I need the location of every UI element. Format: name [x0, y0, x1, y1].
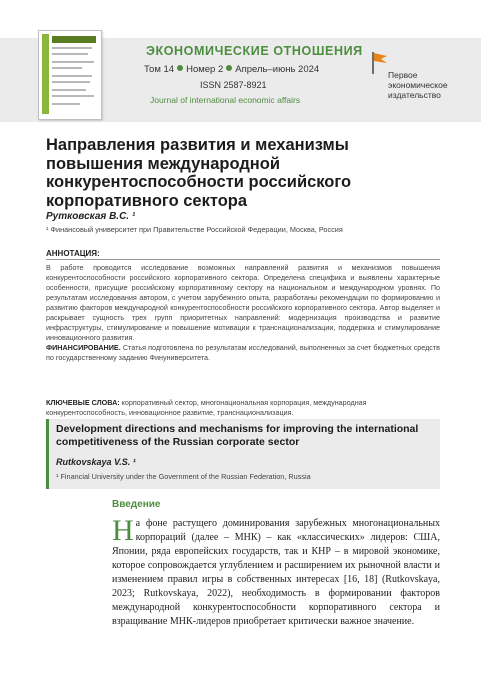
intro-paragraph: [112, 514, 440, 629]
funding-text: Статья подготовлена по результатам исследований, выполненных за счет бюджетных средств по государственному заданию Финуниверситета.: [46, 343, 441, 362]
author-affiliation: ¹ Финансовый университет при Правительстве Российской Федерации, Москва, Россия: [46, 225, 343, 234]
abstract-text: В работе проводится исследование возможных направлений развития и механизмов повышения конкурентоспособности российского корпоративного сектора. Определена специфика и выявлены характерные особенности, присущие российскому корпоративному сектору на национальном и международном уровнях. По результатам исследования автором, с учетом зарубежного опыта, разработаны рекомендации по формированию и развитию факторов международной конкурентоспособности российского корпоративного сектора. Автор выделяет и раскрывает сущность трех групп приоритетных направлений: модернизация производства и развитие инфраструктуры, стимулирование и повышение мотивации к транснационализации, поддержка и стимулирование инновационного развития.: [46, 263, 440, 342]
article-title-en: Development directions and mechanisms for improving the international competitiveness of the Russian corporate sector: [56, 423, 419, 448]
abstract-heading: АННОТАЦИЯ:: [46, 249, 100, 258]
journal-cover-thumbnail: [38, 30, 102, 120]
publisher-name: Первое экономическое издательство: [388, 70, 448, 100]
bullet-dot-icon: [226, 65, 232, 71]
publisher-flag-icon: [370, 50, 390, 74]
keywords-label: КЛЮЧЕВЫЕ СЛОВА:: [46, 398, 120, 407]
article-author-en: Rutkovskaya V.S. ¹: [56, 457, 136, 467]
intro-text: а фоне растущего доминирования зарубежных многонациональных корпораций (далее – МНК) – как «классических» лидеров: США, Японии, ряда европейских государств, так и КНР – в мировой экономике, которое сопровождается углублением и расширением их рыночной власти и изменением правил игры в собственных интересах [16, 18] (Rutkovskaya, 2023; Rutkovskaya, 2022), необходимость в формировании факторов международной конкурентоспособности корпоративного сектора и взращивание МНК-лидеров приобретает критически важное значение.: [112, 518, 440, 627]
keywords-block: [46, 398, 440, 418]
issn: ISSN 2587-8921: [200, 80, 267, 90]
article-author: Рутковская В.С. ¹: [46, 211, 136, 222]
author-affiliation-en: ¹ Financial University under the Government of the Russian Federation, Russia: [56, 472, 311, 481]
keywords-text: корпоративный сектор, многонациональная корпорация, международная конкурентоспособность, инновационное развитие, транснационализация.: [46, 398, 367, 417]
intro-heading: Введение: [112, 499, 161, 510]
article-title: Направления развития и механизмы повышения международной конкурентоспособности российского корпоративного сектора: [46, 136, 352, 210]
funding-label: ФИНАНСИРОВАНИЕ.: [46, 343, 121, 352]
drop-cap: Н: [112, 514, 134, 547]
bullet-dot-icon: [177, 65, 183, 71]
journal-title: ЭКОНОМИЧЕСКИЕ ОТНОШЕНИЯ: [146, 44, 363, 58]
volume: Том 14: [144, 64, 175, 75]
issue-info: [144, 64, 319, 75]
journal-title-en: Journal of international economic affairs: [150, 95, 301, 105]
issue-period: Апрель–июнь 2024: [235, 64, 320, 75]
issue-number: Номер 2: [186, 64, 224, 75]
abstract-block: [46, 263, 440, 363]
abstract-divider: [46, 259, 440, 260]
